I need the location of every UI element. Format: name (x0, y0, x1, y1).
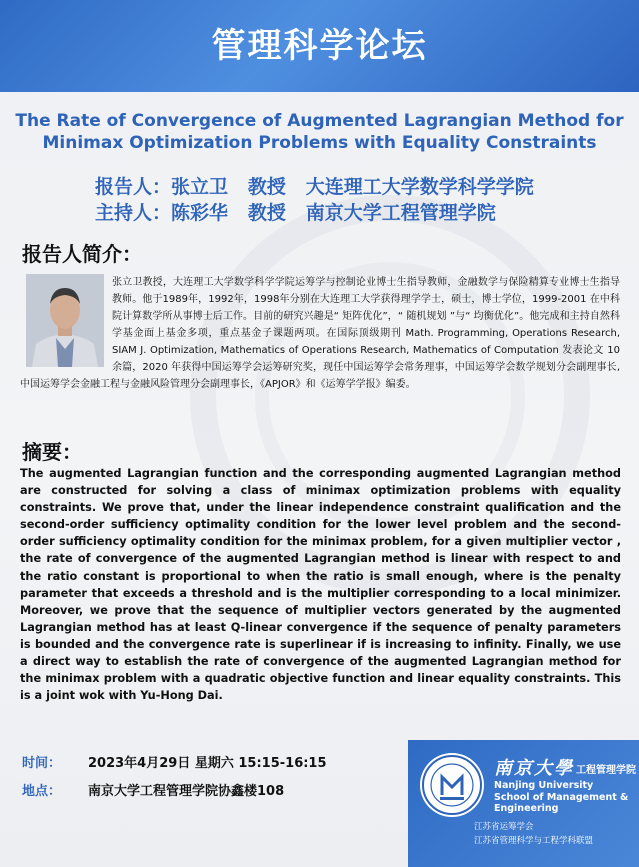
abstract-heading: 摘要： (22, 440, 82, 464)
university-calligraphy: 南京大學 (494, 758, 574, 779)
host-line: 主持人：陈彩华 教授 南京大学工程管理学院 (95, 202, 496, 224)
university-name-en: Nanjing University (494, 780, 594, 791)
talk-title (10, 110, 629, 154)
speaker-line: 报告人：张立卫 教授 大连理工大学数学科学学院 (95, 176, 534, 198)
place-value: 南京大学工程管理学院协鑫楼108 (88, 784, 285, 799)
talk-title-line-1: The Rate of Convergence of Augmented Lagrangian Method for (15, 111, 624, 131)
school-name-cn: 工程管理学院 (576, 765, 636, 776)
bio-text: 张立卫教授，大连理工大学数学科学学院运筹学与控制论业博士生指导教师，金融数学与保险精算专业博士生指导教师。他于1989年，1992年，1998年分别在大连理工大学获得理学学士，硕士，博士学位，1999-2001 在中科院计算数学所从事博士后工作。目前的研究兴趣是“ 矩阵优化”，“ 随机规划 ”与“ 均衡优化”。他完成和主持自然科学基金面上基金多项，重点基金子课题两项。在国际顶级期刊 Math. Programming, Operations Research, SIAM J. Optimization, Mathematics of Operations Research, Mathematics of Computation 发表论文 10 余篇，2020 年获得中国运筹学会运筹研究奖，现任中国运筹学会常务理事，中国运筹学会数学规划分会副理事长,中国运筹学会金融工程与金融风险管理分会副理事长，《APJOR》和《运筹学学报》编委。 (20, 277, 620, 390)
abstract-text: The augmented Lagrangian function and the corresponding augmented Lagrangian method are constructed for solving a class of minimax optimization problems with equality constraints. We prove that, under the linear independence constraint qualification and the second-order sufficiency optimality condition for the lower level problem and the second-order sufficiency optimality condition for the minimax problem, for a given multiplier vector , the rate of convergence of the augmented Lagrangian method is linear with respect to and the ratio constant is proportional to when the ratio is small enough, where is the penalty parameter that exceeds a threshold and is the multiplier corresponding to a local minimizer. Moreover, we prove that the sequence of multiplier vectors generated by the augmented Lagrangian method has at least Q-linear convergence if the sequence of penalty parameters is bounded and the convergence rate is superlinear if is increasing to infinity. Finally, we use a direct way to establish the rate of convergence of the augmented Lagrangian method for the minimax problem with a quadratic objective function and linear equality constraints. This is a joint wok with Yu-Hong Dai. (20, 467, 621, 703)
time-label: 时间： (22, 756, 62, 771)
association-2: 江苏省管理科学与工程学科联盟 (474, 836, 594, 846)
school-name-en: School of Management & Engineering (494, 792, 629, 814)
bio-heading: 报告人简介： (22, 242, 142, 266)
talk-title-line-2: Minimax Optimization Problems with Equality Constraints (42, 133, 597, 153)
place-label: 地点： (22, 784, 62, 799)
speaker-photo (26, 274, 104, 367)
association-1: 江苏省运筹学会 (474, 822, 534, 832)
school-logo-panel (408, 740, 639, 867)
bio-block (20, 274, 620, 393)
header-banner (0, 0, 639, 92)
forum-title: 管理科学论坛 (211, 26, 428, 66)
university-seal-icon (420, 753, 484, 817)
time-value: 2023年4月29日 星期六 15:15-16:15 (88, 756, 327, 771)
